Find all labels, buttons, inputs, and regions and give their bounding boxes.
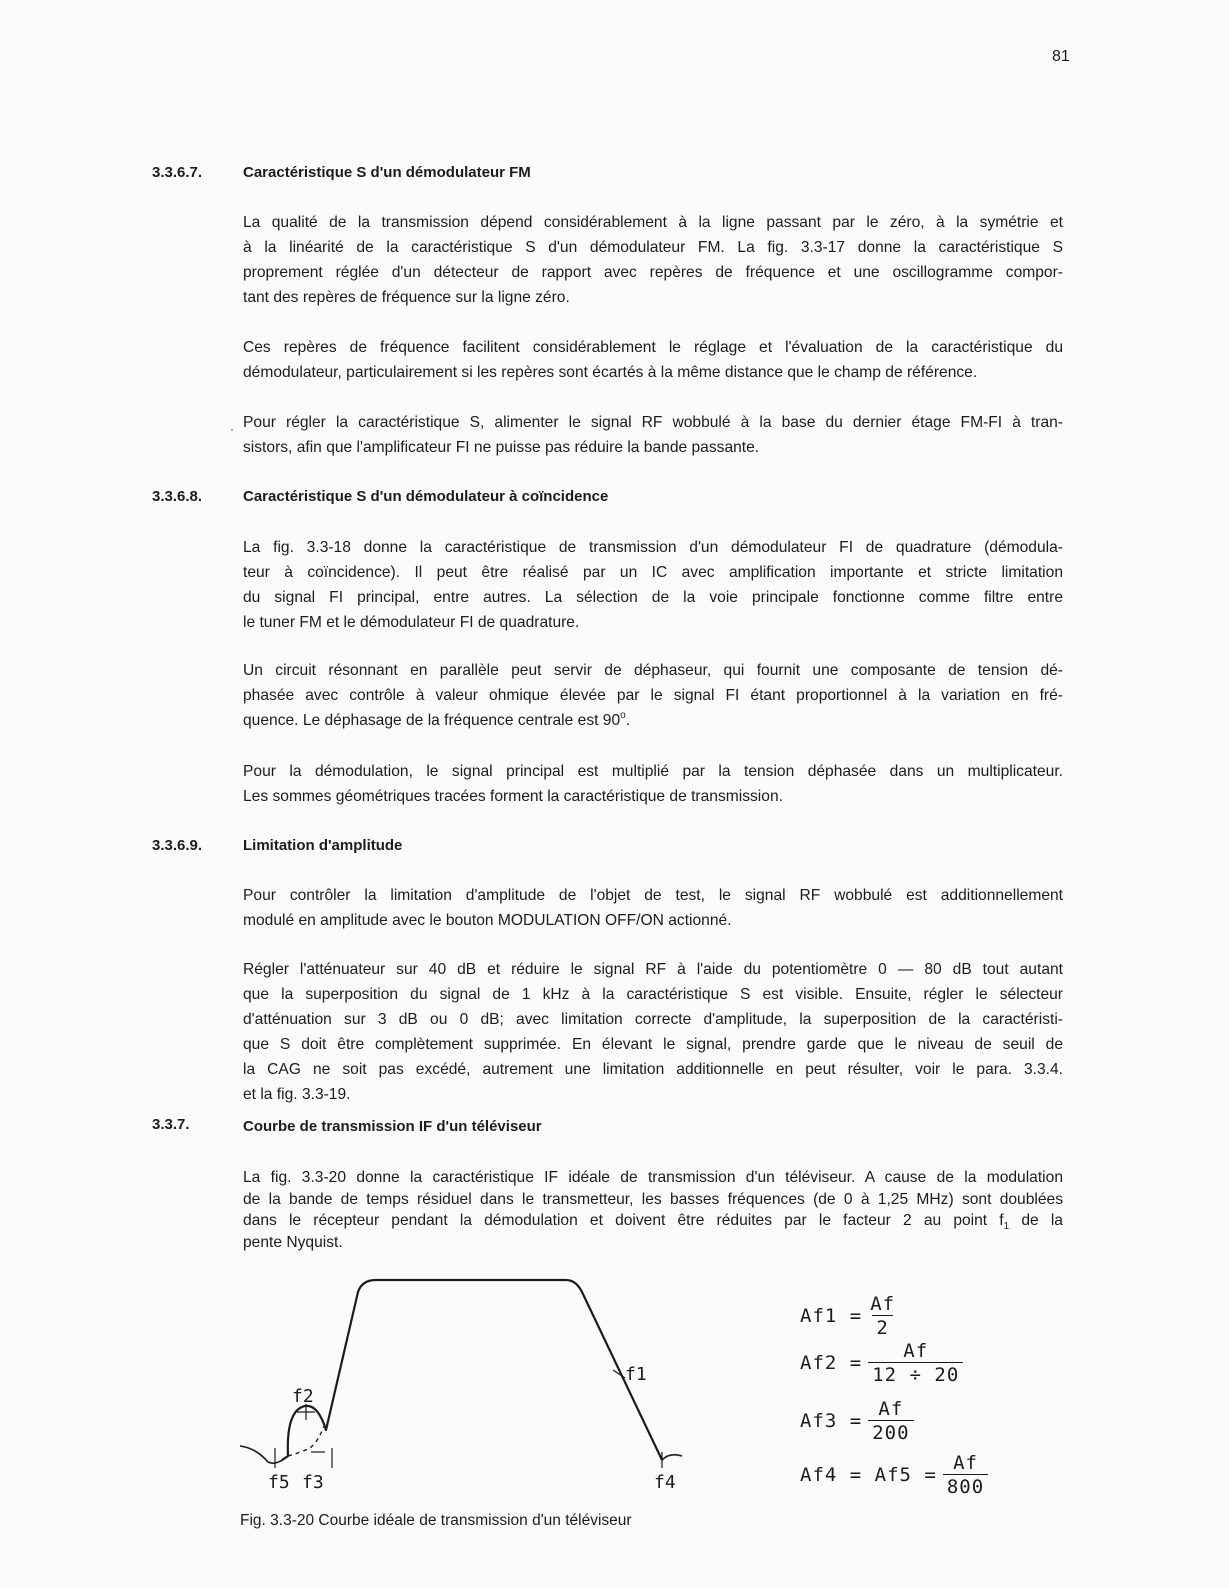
paragraph: Un circuit résonnant en parallèle peut servir de déphaseur, qui fournit une composante de tension dé- phasée avec contrôle à valeur ohmique élevée par le signal FI étant proportionnel à la variation en fré- quence. Le déphasage de la fréquence centrale est 90$^o$. — [243, 662, 1063, 729]
formula-af2: Af2 = $\frac{Af}{12 \div 20}$ — [800, 1340, 963, 1386]
paragraph: Pour la démodulation, le signal principal est multiplié par la tension déphasée dans un multiplicateur. Les sommes géométriques tracées forment la caractéristique de transmission. — [243, 763, 1063, 805]
label-f1: f1 — [625, 1364, 647, 1385]
paragraph: La qualité de la transmission dépend considérablement à la ligne passant par le zéro, à la symétrie et à la linéarité de la caractéristique S d'un démodulateur FM. La fig. 3.3-17 donne la caractéristique S proprement réglée d'un détecteur de rapport avec repères de fréquence et une oscillogramme compor- tant des repères de fréquence sur la ligne zéro. — [243, 214, 1063, 306]
lower-tail-left — [240, 1446, 288, 1463]
formula-af4-af5: Af4 = Af5 = $\frac{Af}{800}$ — [800, 1452, 988, 1498]
section-title: Courbe de transmission IF d'un téléviseur — [243, 1118, 542, 1135]
section-number: 3.3.6.8. — [152, 488, 203, 505]
section-number: 3.3.6.7. — [152, 164, 203, 181]
section-number: 3.3.7. — [152, 1116, 190, 1133]
formula-af3: Af3 = $\frac{Af}{200}$ — [800, 1398, 914, 1444]
page-number: 81 — [1052, 48, 1070, 65]
section-number: 3.3.6.9. — [152, 837, 203, 854]
transmission-curve — [282, 1280, 662, 1460]
label-f2: f2 — [292, 1386, 314, 1407]
paragraph: Ces repères de fréquence facilitent considérablement le réglage et l'évaluation de la caractéristique du démodulateur, particulairement si les repères sont écartés à la même distance que le champ de référence. — [243, 339, 1063, 381]
if-curve-diagram — [230, 1270, 710, 1505]
section-title: Caractéristique S d'un démodulateur FM — [243, 164, 531, 181]
paragraph: Régler l'atténuateur sur 40 dB et réduire le signal RF à l'aide du potentiomètre 0 — 80 dB tout autant que la superposition du signal de 1 kHz à la caractéristique S est visible. Ensuite, régler le sélecteur d'atténuation sur 3 dB ou 0 dB; avec limitation correcte d'amplitude, la superposition de la caractéristi- que S doit être complètement supprimée. En élevant le signal, prendre garde que le niveau de seuil de la CAG ne soit pas excédé, autrement une limitation additionnelle en peut résulter, voir le para. 3.3.4. et la fig. 3.3-19. — [243, 961, 1063, 1103]
label-f4: f4 — [654, 1472, 676, 1493]
formula-af1: Af1 = $\frac{Af}{2}$ — [800, 1293, 896, 1339]
section-title: Limitation d'amplitude — [243, 837, 403, 854]
paragraph: Pour régler la caractéristique S, alimenter le signal RF wobbulé à la base du dernier étage FM-FI à tran- sistors, afin que l'amplificateur FI ne puisse pas réduire la bande passante. — [243, 414, 1063, 456]
lower-tail-right — [662, 1455, 682, 1460]
paragraph: La fig. 3.3-18 donne la caractéristique de transmission d'un démodulateur FI de quadrature (démodula- teur à coïncidence). Il peut être réalisé par un IC avec amplification importante et stricte limitation du signal FI principal, entre autres. La sélection de la voie principale fonctionne comme filtre entre le tuner FM et le démodulateur FI de quadrature. — [243, 539, 1063, 631]
figure-caption: Fig. 3.3-20 Courbe idéale de transmission d'un téléviseur — [240, 1512, 632, 1529]
paragraph: Pour contrôler la limitation d'amplitude de l'objet de test, le signal RF wobbulé est additionnellement modulé en amplitude avec le bouton MODULATION OFF/ON actionné. — [243, 887, 1063, 929]
bullet-mark: · — [230, 422, 234, 436]
dashed-curve — [288, 1420, 326, 1456]
label-f5: f5 — [268, 1472, 290, 1493]
section-title: Caractéristique S d'un démodulateur à coïncidence — [243, 488, 609, 505]
paragraph: La fig. 3.3-20 donne la caractéristique IF idéale de transmission d'un téléviseur. A cause de la modulation de la bande de temps résiduel dans le transmetteur, les basses fréquences (de 0 à 1,25 MHz) sont doublées dans le récepteur pendant la démodulation et doivent être réduites par le facteur 2 au point $f_1$ de la pente Nyquist. — [243, 1169, 1063, 1251]
label-f3: f3 — [302, 1472, 324, 1493]
